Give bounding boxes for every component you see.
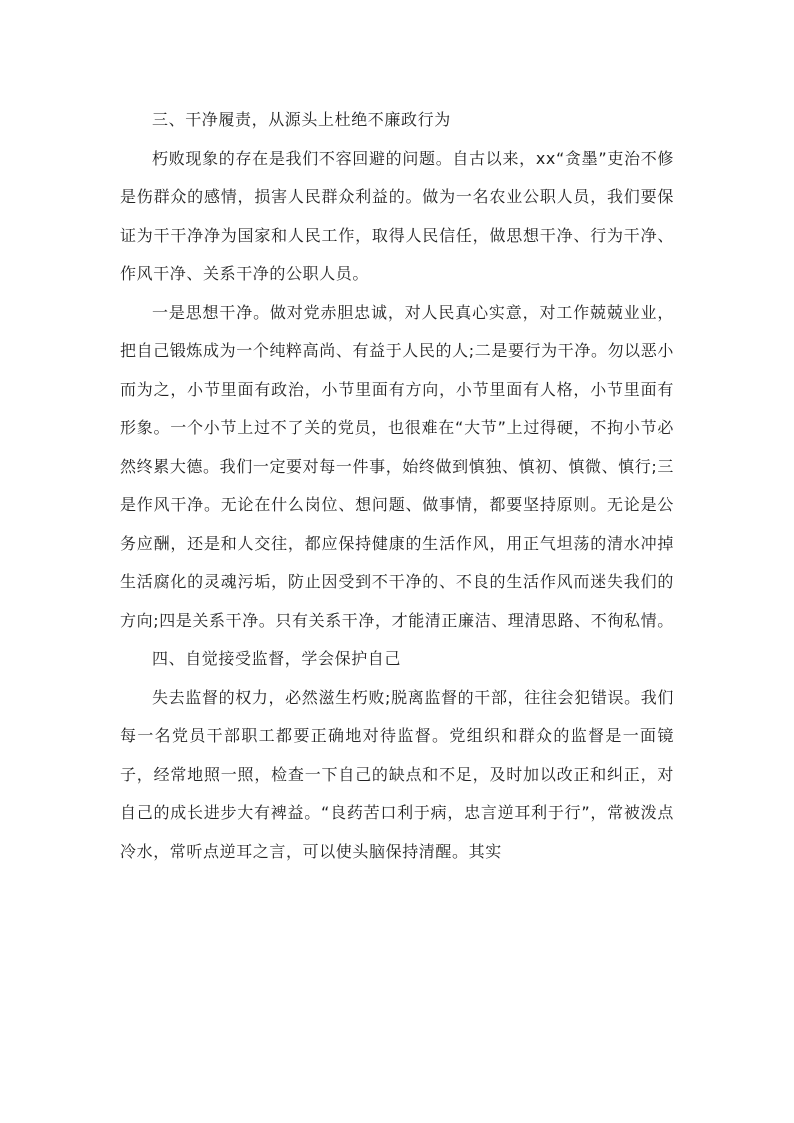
section-heading-three: 三、干净履责，从源头上杜绝不廉政行为 <box>152 110 451 129</box>
paragraph-four-cleanliness: 一是思想干净。做对党赤胆忠诚，对人民真心实意，对工作兢兢业业，把自己锻炼成为一个纯粹高尚、有益于人民的人;二是要行为干净。勿以恶小而为之，小节里面有政治，小节里面有方向，小节里面有人格，小节里面有形象。一个小节上过不了关的党员，也很难在“大节”上过得硬，不拘小节必然终累大德。我们一定要对每一件事，始终做到慎独、慎初、慎微、慎行;三是作风干净。无论在什么岗位、想问题、做事情，都要坚持原则。无论是公务应酬，还是和人交往，都应保持健康的生活作风，用正气坦荡的清水冲掉生活腐化的灵魂污垢，防止因受到不干净的、不良的生活作风而迷失我们的方向;四是关系干净。只有关系干净，才能清正廉洁、理清思路、不徇私情。 <box>120 302 674 630</box>
paragraph-supervision: 失去监督的权力，必然滋生朽败;脱离监督的干部，往往会犯错误。我们每一名党员干部职工都要正确地对待监督。党组织和群众的监督是一面镜子，经常地照一照，检查一下自己的缺点和不足，及时加以改正和纠正，对自己的成长进步大有裨益。“良药苦口利于病，忠言逆耳利于行”，常被泼点冷水，常听点逆耳之言，可以使头脑保持清醒。其实 <box>120 687 674 861</box>
document-body <box>120 101 674 871</box>
section-heading-four: 四、自觉接受监督，学会保护自己 <box>152 649 402 668</box>
paragraph-corruption-intro: 朽败现象的存在是我们不容回避的问题。自古以来，xx“贪墨”吏治不修是伤群众的感情，损害人民群众利益的。做为一名农业公职人员，我们要保证为干干净净为国家和人民工作，取得人民信任，做思想干净、行为干净、作风干净、关系干净的公职人员。 <box>120 148 674 283</box>
